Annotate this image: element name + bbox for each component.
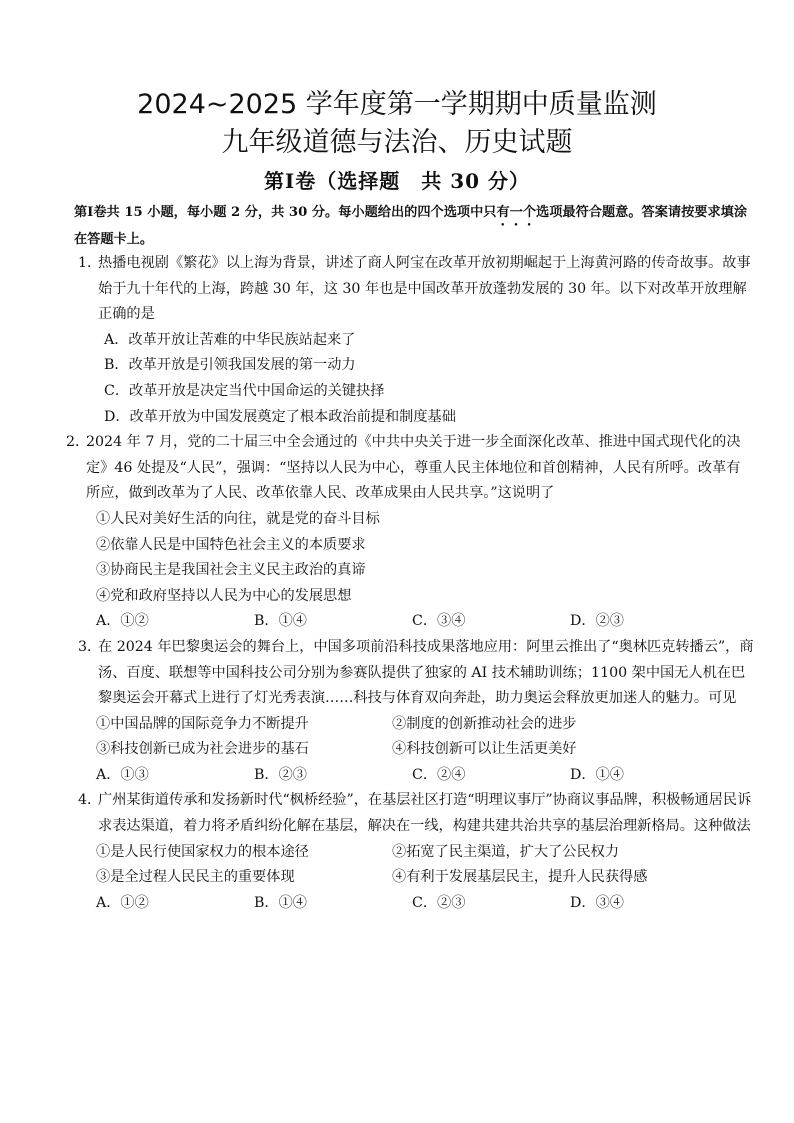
question-number: 1． xyxy=(78,255,102,271)
answer-a: A．①② xyxy=(96,894,149,911)
question-stem xyxy=(66,430,754,507)
question-stem xyxy=(78,251,754,328)
answer-b: B．①④ xyxy=(254,613,307,630)
statement-2: ②拓宽了民主渠道，扩大了公民权力 xyxy=(392,843,620,860)
question-2 xyxy=(66,430,754,635)
statement-4: ④党和政府坚持以人民为中心的发展思想 xyxy=(96,587,352,604)
answer-a: A．①② xyxy=(96,613,149,630)
question-text: 广州某街道传承和发扬新时代“枫桥经验”，在基层社区打造“明理议事厅”协商议事品牌，积极畅通居民诉求表达渠道，着力将矛盾纠纷化解在基层，解决在一线，构建共建共治共享的基层治理新格局。这种做法 xyxy=(98,792,752,835)
question-3 xyxy=(78,635,754,789)
option-a: A．改革开放让苦难的中华民族站起来了 xyxy=(104,331,356,348)
answer-row xyxy=(78,609,754,635)
answer-b: B．①④ xyxy=(254,894,307,911)
answer-d: D．①④ xyxy=(570,766,624,783)
question-number: 2． xyxy=(66,434,90,451)
question-text: 2024 年 7 月，党的二十届三中全会通过的《中共中央关于进一步全面深化改革、推进中国式现代化的决定》46 处提及“人民”，强调：“坚持以人民为中心，尊重人民主体地位和首创精神，人民有所呼。改革有所应，做到改革为了人民、改革依靠人民、改革成果由人民共享。”这说明了 xyxy=(86,434,741,502)
statement-4: ④科技创新可以让生活更美好 xyxy=(392,741,577,758)
answer-d: D．③④ xyxy=(570,894,624,911)
statement-3: ③是全过程人民民主的重要体现 xyxy=(96,869,295,886)
question-text: 热播电视剧《繁花》以上海为背景，讲述了商人阿宝在改革开放初期崛起于上海黄河路的传奇故事。故事始于九十年代的上海，跨越 30 年，这 30 年也是中国改革开放蓬勃发展的 30 年。以下对改革开放理解正确的是 xyxy=(98,255,751,323)
statement-2: ②依靠人民是中国特色社会主义的本质要求 xyxy=(96,536,366,553)
answer-a: A．①③ xyxy=(96,766,149,783)
answer-c: C．③④ xyxy=(412,613,466,630)
option-c: C．改革开放是决定当代中国命运的关键抉择 xyxy=(104,382,385,399)
question-number: 3． xyxy=(78,638,102,655)
question-stem xyxy=(78,635,754,712)
instructions xyxy=(74,202,760,251)
statement-2: ②制度的创新推动社会的进步 xyxy=(392,715,577,732)
section-title: 第Ⅰ卷（选择题 共 30 分） xyxy=(263,169,531,193)
exam-title: 2024~2025 学年度第一学期期中质量监测 xyxy=(137,89,657,120)
statement-row xyxy=(78,840,754,866)
question-text: 在 2024 年巴黎奥运会的舞台上，中国多项前沿科技成果落地应用：阿里云推出了“奥林匹克转播云”，商汤、百度、联想等中国科技公司分别为参赛队提供了独家的 AI 技术辅助训练；1100 架中国无人机在巴黎奥运会开幕式上进行了灯光秀表演……科技与体育双向奔赴，助力奥运会释放更加迷人的魅力。可见 xyxy=(98,638,754,707)
statement-row xyxy=(78,712,754,738)
statement-1: ①人民对美好生活的向往，就是党的奋斗目标 xyxy=(96,510,380,527)
question-number: 4． xyxy=(78,792,102,809)
question-1 xyxy=(78,251,754,430)
instructions-part2: 选项最符合题意。答案请按要求填涂在答题卡上。 xyxy=(74,205,748,247)
statement-1: ①中国品牌的国际竞争力不断提升 xyxy=(96,715,309,732)
statement-3: ③协商民主是我国社会主义民主政治的真谛 xyxy=(96,562,366,579)
question-stem xyxy=(78,788,754,839)
statement-row xyxy=(78,737,754,763)
answer-row xyxy=(78,763,754,789)
answer-d: D．②③ xyxy=(570,613,624,630)
instructions-emphasis: 有一个 xyxy=(496,205,537,220)
option-b: B．改革开放是引领我国发展的第一动力 xyxy=(104,357,356,374)
answer-c: C．②③ xyxy=(412,894,466,911)
answer-row xyxy=(78,891,754,917)
statement-3: ③科技创新已成为社会进步的基石 xyxy=(96,741,309,758)
statement-1: ①是人民行使国家权力的根本途径 xyxy=(96,843,309,860)
statement-4: ④有利于发展基层民主，提升人民获得感 xyxy=(392,869,648,886)
answer-c: C．②④ xyxy=(412,766,466,783)
question-4 xyxy=(78,788,754,916)
statement-row xyxy=(78,865,754,891)
exam-subtitle: 九年级道德与法治、历史试题 xyxy=(221,127,573,158)
instructions-part1: 第Ⅰ卷共 15 小题，每小题 2 分，共 30 分。每小题给出的四个选项中只 xyxy=(74,205,497,220)
option-d: D．改革开放为中国发展奠定了根本政治前提和制度基础 xyxy=(104,408,456,425)
answer-b: B．②③ xyxy=(254,766,307,783)
